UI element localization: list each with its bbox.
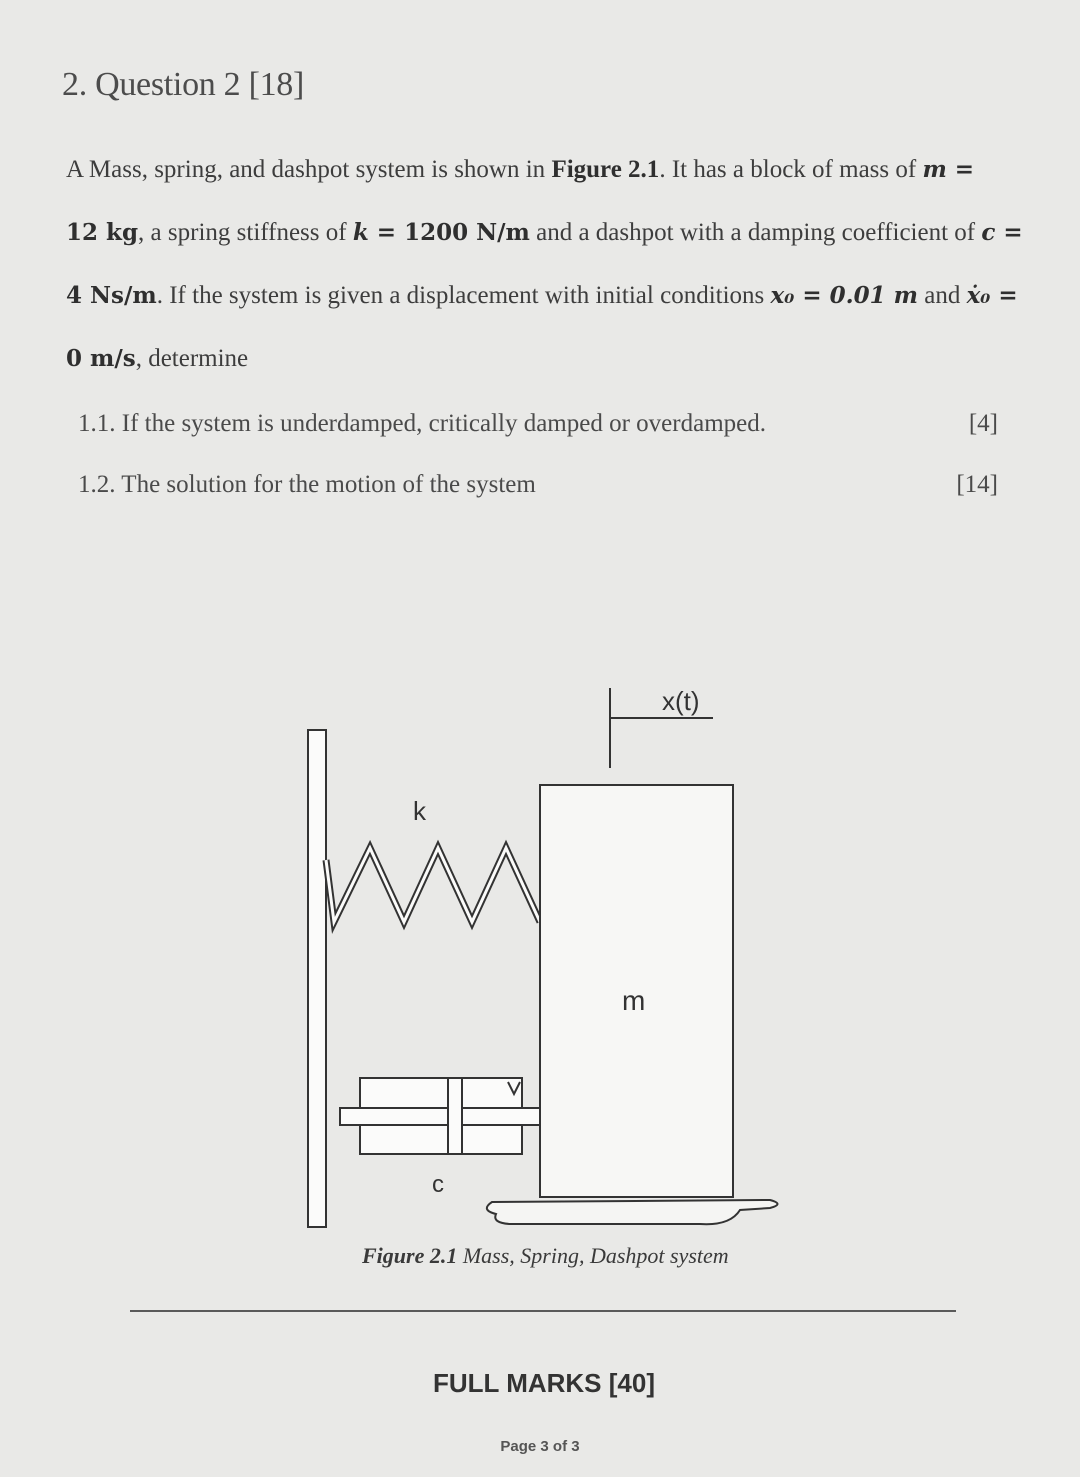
- statement-text: . If the system is given a displacement with initial conditions: [156, 282, 771, 309]
- dashpot-piston: [448, 1078, 462, 1154]
- caption-text: Mass, Spring, Dashpot system: [457, 1243, 729, 1268]
- statement-line-1: [66, 138, 1026, 201]
- statement-text: and a dashpot with a damping coefficient of: [529, 219, 982, 246]
- statement-text: A Mass, spring, and dashpot system is shown in: [66, 156, 552, 183]
- full-marks: FULL MARKS [40]: [433, 1368, 655, 1398]
- stiffness-symbol: k: [352, 219, 369, 246]
- mass-label: m: [622, 985, 646, 1016]
- statement-text: , determine: [135, 345, 249, 372]
- spring-label: k: [413, 796, 426, 826]
- figure-caption: [362, 1243, 729, 1269]
- part-1-2: [78, 471, 998, 499]
- divider: [130, 1310, 956, 1312]
- part-marks: [14]: [956, 471, 998, 498]
- question-statement: [66, 138, 1026, 390]
- part-label: 1.2. The solution for the motion of the system: [78, 471, 536, 498]
- part-label: 1.1. If the system is underdamped, critically damped or overdamped.: [78, 410, 766, 437]
- damping-symbol: c =: [981, 219, 1023, 246]
- ground-surface: [487, 1200, 778, 1224]
- initial-velocity-symbol: ẋ₀ =: [966, 282, 1018, 309]
- initial-velocity-value: 0 m/s: [66, 345, 136, 372]
- fixed-wall: [308, 730, 326, 1227]
- initial-displacement: x₀ = 0.01 m: [770, 282, 918, 309]
- statement-line-4: [66, 327, 1026, 390]
- statement-text: and: [917, 282, 967, 309]
- question-heading: 2. Question 2 [18]: [62, 66, 305, 103]
- damper-label: c: [432, 1171, 444, 1198]
- displacement-label: x(t): [662, 686, 700, 716]
- dashpot-rod: [340, 1108, 540, 1125]
- mass-spring-dashpot-figure: [270, 680, 800, 1240]
- mass-symbol: m =: [922, 156, 975, 183]
- page-number: Page 3 of 3: [500, 1438, 580, 1455]
- damping-value: 4 Ns/m: [66, 282, 157, 309]
- part-1-1: [78, 410, 998, 438]
- statement-text: . It has a block of mass of: [659, 156, 923, 183]
- figure-reference: Figure 2.1: [551, 156, 660, 183]
- statement-line-3: [66, 264, 1026, 327]
- statement-line-2: [66, 201, 1026, 264]
- caption-figure-number: Figure 2.1: [362, 1243, 458, 1268]
- mass-value: 12 kg: [66, 219, 139, 246]
- part-marks: [4]: [968, 410, 998, 437]
- statement-text: , a spring stiffness of: [138, 219, 353, 246]
- stiffness-value: = 1200 N/m: [368, 219, 530, 246]
